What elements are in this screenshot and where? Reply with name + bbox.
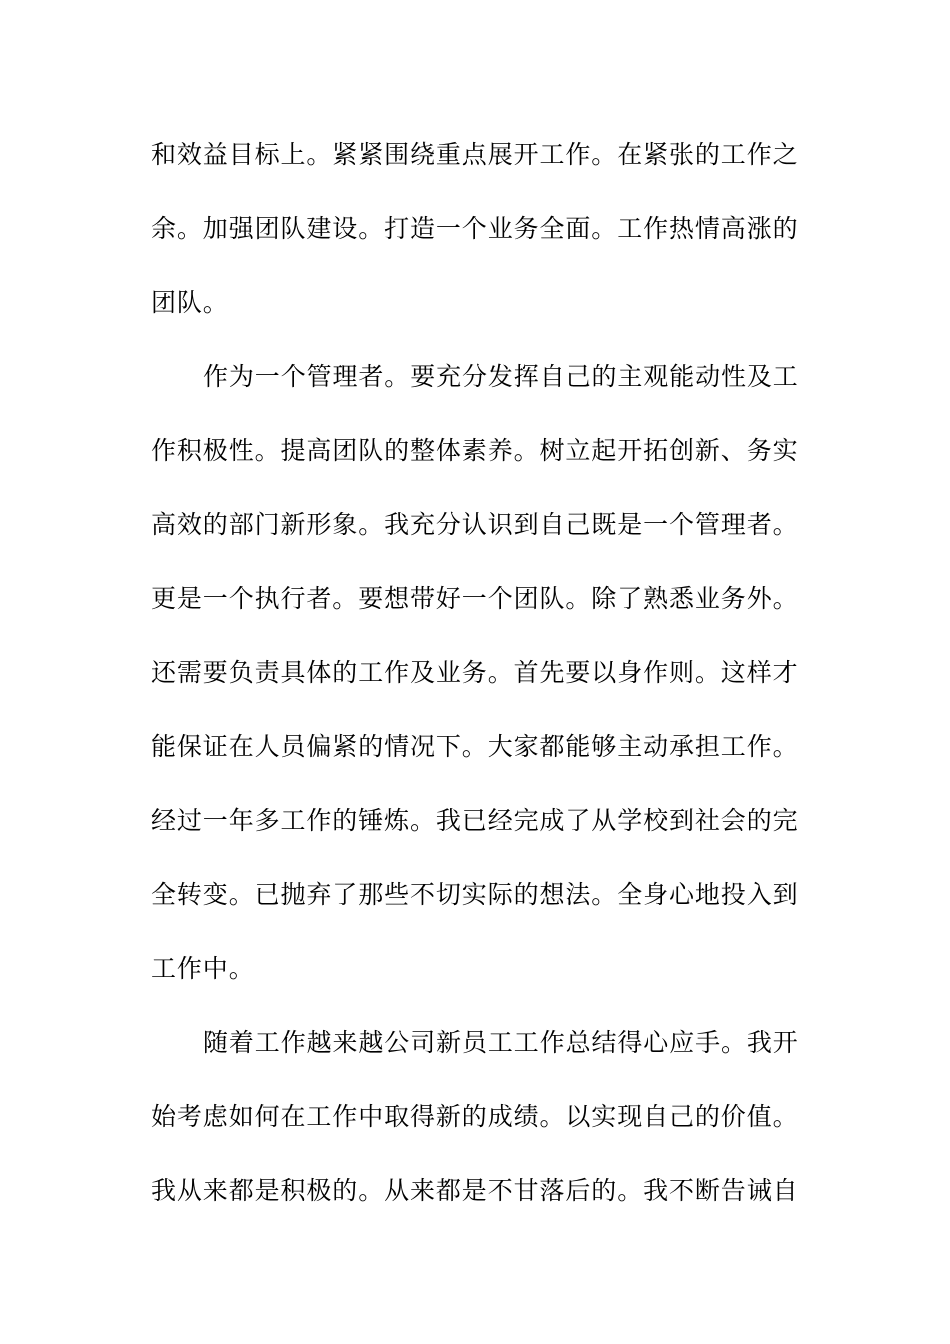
text-line: 更是一个执行者。要想带好一个团队。除了熟悉业务外。 <box>151 584 799 613</box>
text-line: 和效益目标上。紧紧围绕重点展开工作。在紧张的工作之 <box>151 140 799 169</box>
text-line: 还需要负责具体的工作及业务。首先要以身作则。这样才 <box>151 658 799 687</box>
text-line: 能保证在人员偏紧的情况下。大家都能够主动承担工作。 <box>151 732 799 761</box>
text-line: 全转变。已抛弃了那些不切实际的想法。全身心地投入到 <box>151 880 799 909</box>
text-line: 始考虑如何在工作中取得新的成绩。以实现自己的价值。 <box>151 1102 799 1131</box>
text-line: 团队。 <box>151 288 229 317</box>
text-line: 作积极性。提高团队的整体素养。树立起开拓创新、务实 <box>151 436 799 465</box>
text-line: 经过一年多工作的锤炼。我已经完成了从学校到社会的完 <box>151 806 799 835</box>
body-text <box>151 118 801 1228</box>
text-line: 工作中。 <box>151 954 255 983</box>
paragraph-start-line: 作为一个管理者。要充分发挥自己的主观能动性及工 <box>203 362 799 391</box>
paragraph-start-line: 随着工作越来越公司新员工工作总结得心应手。我开 <box>203 1028 799 1057</box>
text-line: 高效的部门新形象。我充分认识到自己既是一个管理者。 <box>151 510 799 539</box>
text-line: 余。加强团队建设。打造一个业务全面。工作热情高涨的 <box>151 214 799 243</box>
text-line: 我从来都是积极的。从来都是不甘落后的。我不断告诫自 <box>151 1176 799 1205</box>
